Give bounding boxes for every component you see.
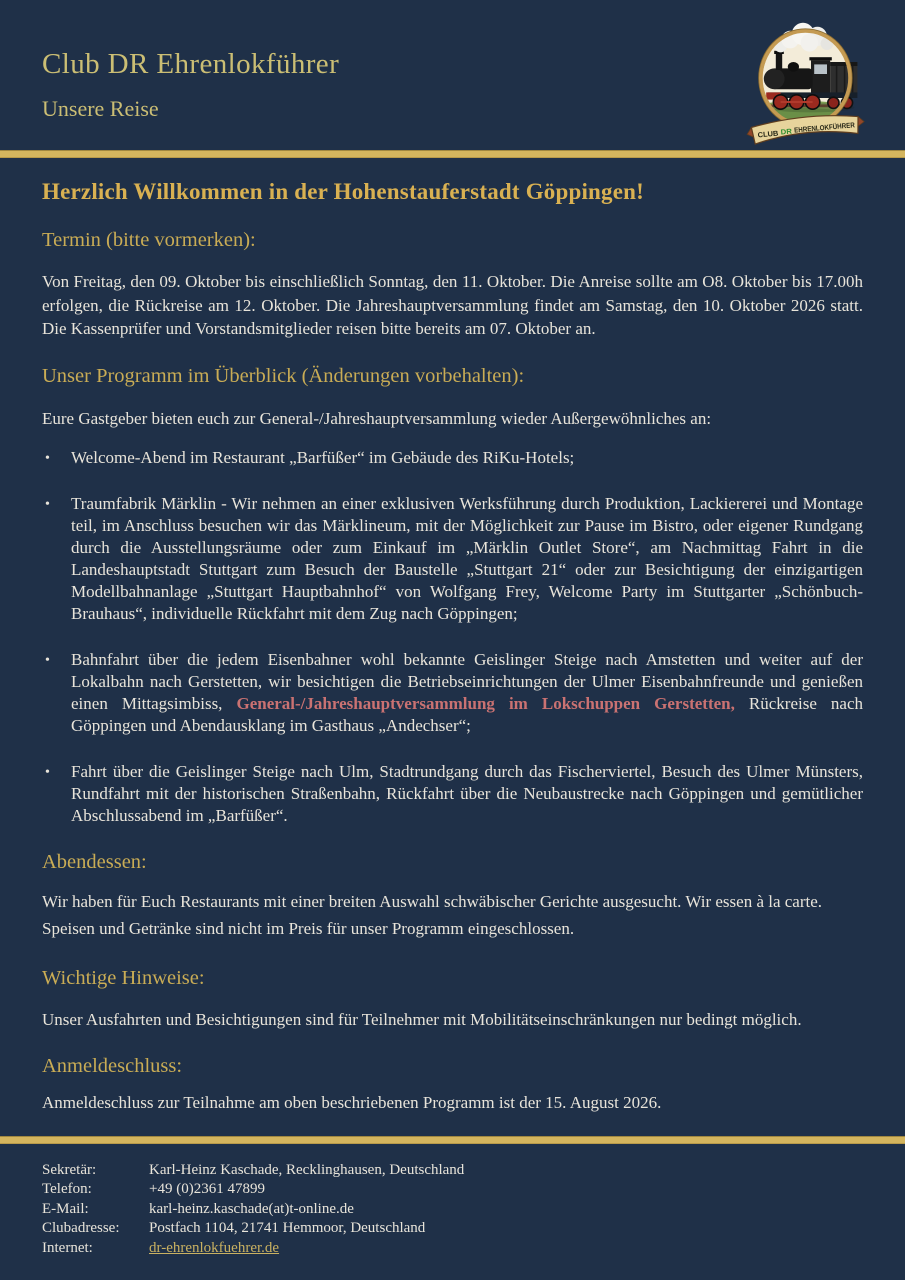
club-title: Club DR Ehrenlokführer bbox=[42, 48, 340, 80]
hinweise-paragraph: Unser Ausfahrten und Besichtigungen sind für Teilnehmer mit Mobilitätseinschränkungen nur bedingt möglich. bbox=[42, 1009, 802, 1029]
footer-row-email bbox=[42, 1200, 863, 1220]
section-heading-abendessen: Abendessen: bbox=[42, 850, 147, 873]
main-content bbox=[0, 179, 905, 1115]
footer-label: Sekretär: bbox=[42, 1161, 97, 1178]
list-item bbox=[42, 649, 863, 737]
divider-top bbox=[0, 150, 905, 158]
list-item-text: Rückreise nach Göppingen und Abendausklang im Gasthaus „Andechser“; bbox=[71, 693, 863, 735]
footer-row-telefon bbox=[42, 1180, 863, 1200]
banner-text-dr: DR bbox=[780, 126, 792, 137]
section-heading-hinweise: Wichtige Hinweise: bbox=[42, 966, 205, 989]
footer-row-clubadresse bbox=[42, 1219, 863, 1239]
divider-bottom bbox=[0, 1136, 905, 1144]
programm-list bbox=[42, 447, 863, 827]
list-item-text: Traumfabrik Märklin - Wir nehmen an einer exklusiven Werksführung durch Produktion, Lackiererei und Montage teil, im Anschluss besuchen wir das Märklineum, mit der Möglichkeit zur Pause im Bistro, oder eigener Rundgang durch die Ausstellungsräume oder zum Einkauf im „Märklin Outlet Store“, am Nachmittag Fahrt in die Landeshauptstadt Stuttgart zum Besuch der Baustelle „Stuttgart 21“ oder zur Besichtigung der einzigartigen Modellbahnanlage „Stuttgart Hauptbahnhof“ von Wolfgang Frey, Welcome Party im Stuttgarter „Schönbuch-Brauhaus“, individuelle Rückfahrt mit dem Zug nach Göppingen; bbox=[71, 493, 863, 623]
footer bbox=[0, 1144, 905, 1259]
footer-label: Telefon: bbox=[42, 1181, 92, 1197]
footer-row-sekretaer bbox=[42, 1161, 863, 1181]
footer-label: E-Mail: bbox=[42, 1200, 89, 1217]
section-heading-programm: Unser Programm im Überblick (Änderungen vorbehalten): bbox=[42, 364, 525, 387]
footer-value: Postfach 1104, 21741 Hemmoor, Deutschland bbox=[149, 1220, 426, 1236]
list-item-text: Welcome-Abend im Restaurant „Barfüßer“ im Gebäude des RiKu-Hotels; bbox=[71, 447, 575, 467]
welcome-heading: Herzlich Willkommen in der Hohenstauferstadt Göppingen! bbox=[42, 179, 645, 204]
programm-intro: Eure Gastgeber bieten euch zur General-/Jahreshauptversammlung wieder Außergewöhnliches an: bbox=[42, 408, 712, 428]
header-text bbox=[42, 0, 339, 122]
header bbox=[0, 0, 905, 150]
banner-text-club: CLUB bbox=[757, 128, 778, 140]
page-subtitle: Unsere Reise bbox=[42, 96, 159, 121]
club-logo-badge bbox=[743, 22, 871, 150]
banner-ribbon bbox=[746, 112, 865, 145]
footer-label: Internet: bbox=[42, 1239, 93, 1256]
termin-paragraph: Von Freitag, den 09. Oktober bis einschließlich Sonntag, den 11. Oktober. Die Anreise sollte am O8. Oktober bis 17.00h erfolgen, die Rückreise am 12. Oktober. Die Jahreshauptversammlung findet am Samstag, den 10. Oktober 2026 statt. Die Kassenprüfer und Vorstandsmitglieder reisen bitte bereits am 07. Oktober an. bbox=[42, 272, 863, 338]
list-item-text: Fahrt über die Geislinger Steige nach Ulm, Stadtrundgang durch das Fischerviertel, Besuch des Ulmer Münsters, Rundfahrt mit der historischen Straßenbahn, Rückfahrt über die Neubaustrecke nach Göppingen und gemütlicher Abschlussabend im „Barfüßer“. bbox=[71, 761, 863, 825]
list-item bbox=[42, 447, 863, 469]
list-item bbox=[42, 761, 863, 827]
website-link[interactable]: dr-ehrenlokfuehrer.de bbox=[149, 1239, 280, 1256]
section-heading-termin: Termin (bitte vormerken): bbox=[42, 229, 256, 251]
footer-value: karl-heinz.kaschade(at)t-online.de bbox=[149, 1200, 354, 1217]
footer-label: Clubadresse: bbox=[42, 1220, 120, 1236]
banner-text-name: EHRENLOKFÜHRER bbox=[793, 119, 865, 135]
anmeldeschluss-paragraph: Anmeldeschluss zur Teilnahme am oben beschriebenen Programm ist der 15. August 2026. bbox=[42, 1093, 662, 1112]
footer-value: Karl-Heinz Kaschade, Recklinghausen, Deutschland bbox=[149, 1161, 465, 1178]
section-heading-anmeldeschluss: Anmeldeschluss: bbox=[42, 1055, 183, 1077]
footer-value: +49 (0)2361 47899 bbox=[149, 1181, 265, 1197]
steam-locomotive-icon bbox=[743, 22, 871, 150]
footer-row-internet bbox=[42, 1239, 863, 1259]
list-item-highlight: General-/Jahreshauptversammlung im Lokschuppen Gerstetten, bbox=[236, 693, 735, 713]
list-item bbox=[42, 493, 863, 625]
list-item-text: Bahnfahrt über die jedem Eisenbahner wohl bekannte Geislinger Steige nach Amstetten und weiter auf der Lokalbahn nach Gerstetten, wir besichtigen die Betriebseinrichtungen der Ulmer Eisenbahnfreunde und genießen einen Mittagsimbiss, bbox=[71, 649, 863, 713]
abendessen-paragraph: Wir haben für Euch Restaurants mit einer breiten Auswahl schwäbischer Gerichte ausgesucht. Wir essen à la carte. Speisen und Getränke sind nicht im Preis für unser Programm eingeschlossen. bbox=[42, 891, 823, 938]
